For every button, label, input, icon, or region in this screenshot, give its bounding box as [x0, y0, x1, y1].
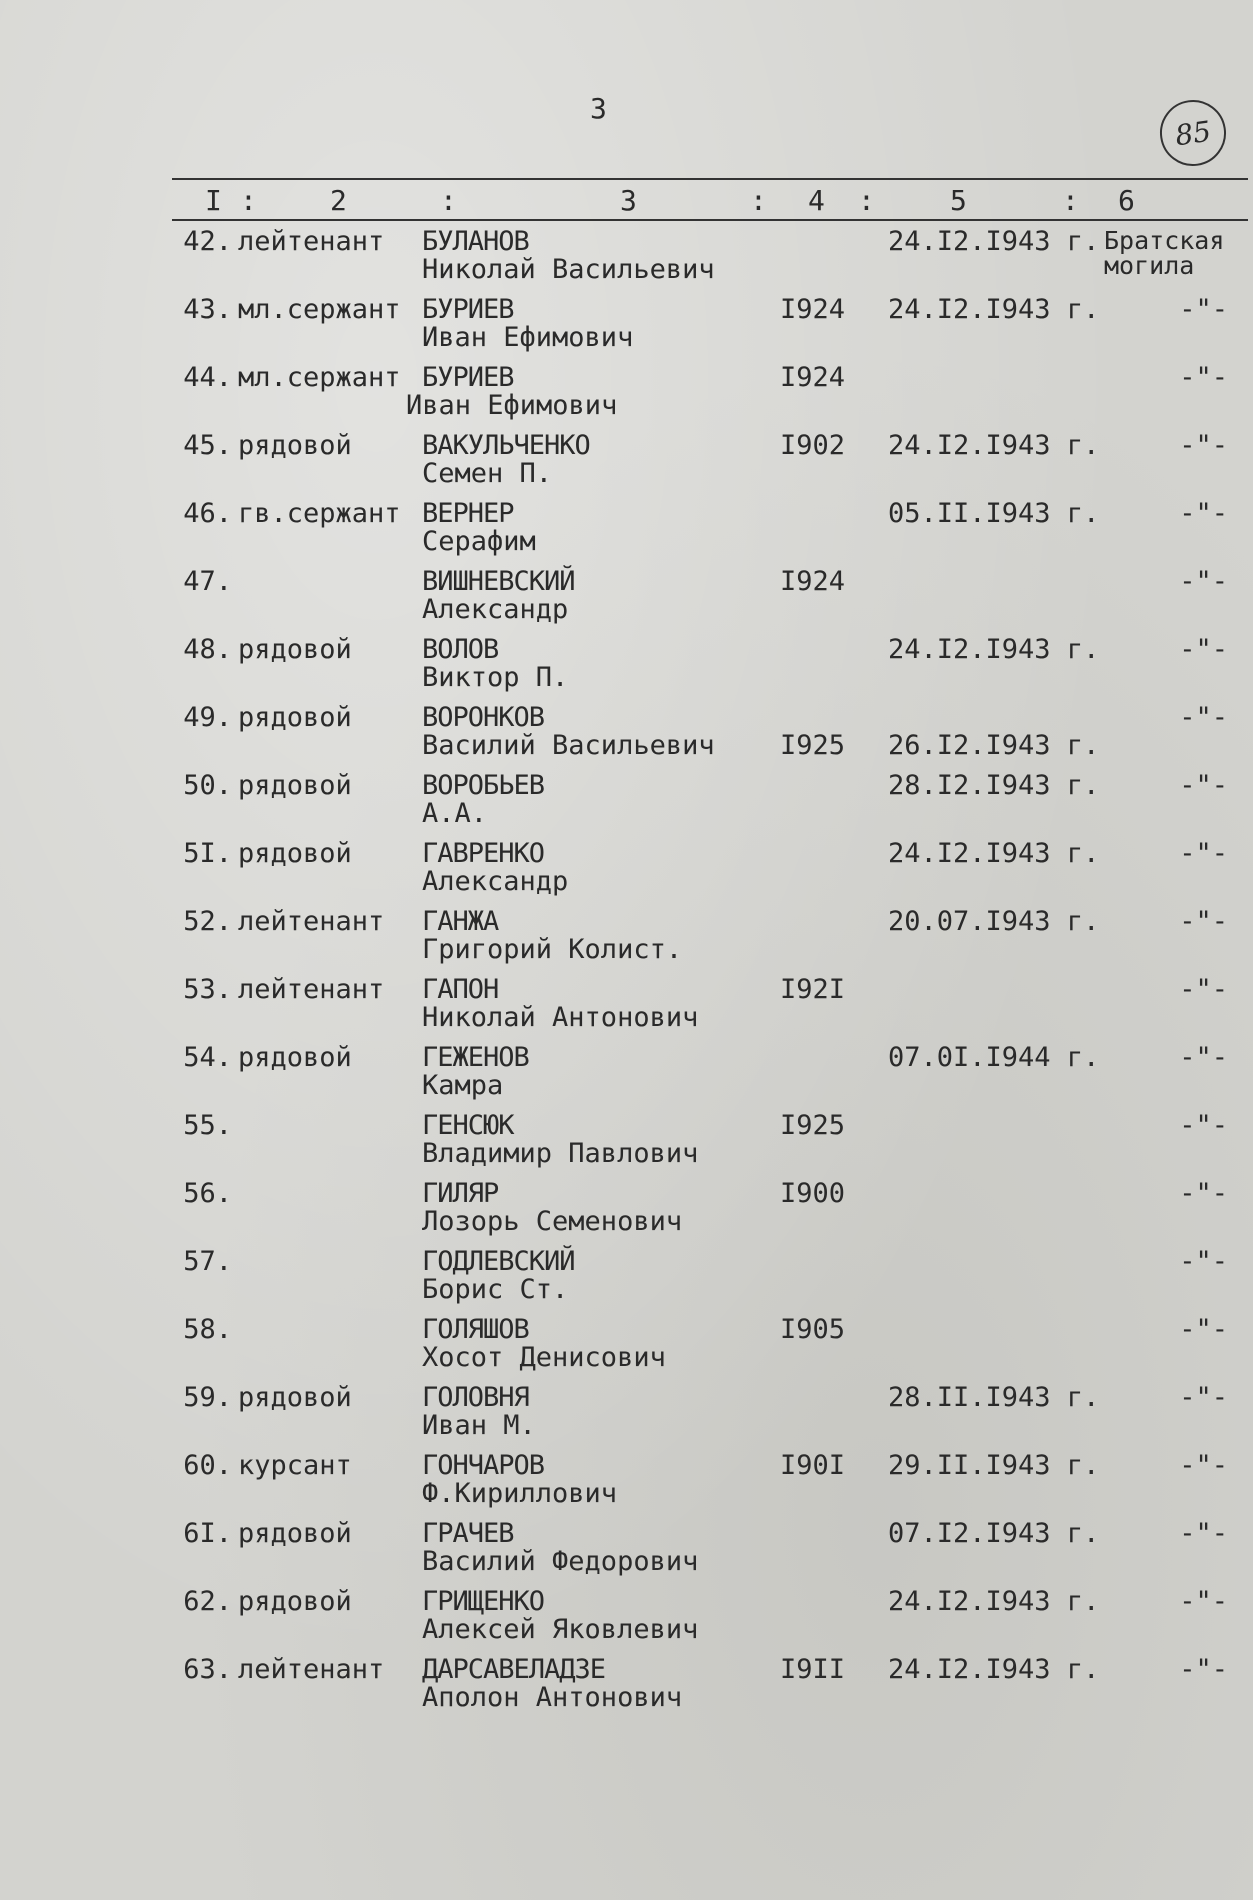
- row-rank: рядовой: [238, 838, 352, 869]
- row-name: [422, 1384, 536, 1440]
- row-death-date: 28.I2.I943 г.: [888, 770, 1100, 801]
- row-death-date: 29.II.I943 г.: [888, 1450, 1100, 1481]
- row-name: [422, 772, 544, 828]
- row-burial-place: -"-: [1179, 1654, 1228, 1685]
- header-bottom-rule: [172, 219, 1248, 221]
- table-row: [0, 1656, 1253, 1724]
- row-burial-place: -"-: [1179, 1042, 1228, 1073]
- row-burial-place: -"-: [1179, 498, 1228, 529]
- row-rank: рядовой: [238, 430, 352, 461]
- row-burial-place: -"-: [1179, 702, 1228, 733]
- row-death-date: 24.I2.I943 г.: [888, 1654, 1100, 1685]
- table-row: [0, 1452, 1253, 1520]
- row-number: 43.: [183, 294, 232, 325]
- row-given-name: Александр: [422, 594, 569, 625]
- table-row: [0, 296, 1253, 364]
- row-rank: лейтенант: [238, 226, 385, 257]
- row-burial-place: -"-: [1179, 1178, 1228, 1209]
- folio-number: 85: [1173, 114, 1213, 152]
- row-birth-year: I90I: [780, 1450, 846, 1481]
- row-surname: ГРАЧЕВ: [422, 1518, 514, 1549]
- row-burial-place: -"-: [1179, 770, 1228, 801]
- row-surname: ВОРОБЬЕВ: [422, 770, 545, 801]
- row-number: 49.: [183, 702, 232, 733]
- row-name: [422, 704, 715, 760]
- row-number: 52.: [183, 906, 232, 937]
- header-col-5: 5: [950, 184, 967, 217]
- table-row: [0, 1044, 1253, 1112]
- burial-place-line-1: Братская: [1104, 226, 1225, 255]
- row-given-name: А.А.: [422, 798, 488, 829]
- row-surname: ГОЛОВНЯ: [422, 1382, 529, 1413]
- row-surname: ВОЛОВ: [422, 634, 499, 665]
- row-burial-place: -"-: [1179, 1518, 1228, 1549]
- row-name: [422, 1248, 575, 1304]
- row-number: 60.: [183, 1450, 232, 1481]
- row-given-name: Алексей Яковлевич: [422, 1614, 699, 1645]
- table-row: [0, 1248, 1253, 1316]
- row-number: 56.: [183, 1178, 232, 1209]
- header-sep-4: :: [858, 184, 875, 217]
- row-rank: мл.сержант: [238, 294, 401, 325]
- row-burial-place: -"-: [1179, 362, 1228, 393]
- header-col-6: 6: [1118, 184, 1135, 217]
- table-row: [0, 432, 1253, 500]
- row-given-name: Иван Ефимович: [406, 390, 618, 421]
- row-number: 55.: [183, 1110, 232, 1141]
- row-name: [422, 1588, 698, 1644]
- row-surname: БУЛАНОВ: [422, 226, 529, 257]
- row-name: [422, 840, 568, 896]
- row-birth-year: I9II: [780, 1654, 846, 1685]
- row-birth-year: I924: [780, 362, 846, 393]
- row-given-name: Аполон Антонович: [422, 1682, 683, 1713]
- table-row: [0, 636, 1253, 704]
- row-name: [422, 296, 633, 352]
- row-surname: ГОЛЯШОВ: [422, 1314, 529, 1345]
- row-rank: мл.сержант: [238, 362, 401, 393]
- row-name: [422, 1520, 698, 1576]
- row-given-name: Василий Васильевич: [422, 730, 715, 761]
- table-row: [0, 1588, 1253, 1656]
- row-burial-place: -"-: [1179, 906, 1228, 937]
- row-given-name: Николай Антонович: [422, 1002, 699, 1033]
- row-rank: рядовой: [238, 1518, 352, 1549]
- row-rank: рядовой: [238, 770, 352, 801]
- row-given-name: Виктор П.: [422, 662, 569, 693]
- row-burial-place: -"-: [1179, 566, 1228, 597]
- row-rank: рядовой: [238, 702, 352, 733]
- row-rank: рядовой: [238, 1042, 352, 1073]
- row-name: [422, 500, 536, 556]
- row-name: [422, 1044, 529, 1100]
- row-number: 58.: [183, 1314, 232, 1345]
- row-surname: ГЕЖЕНОВ: [422, 1042, 529, 1073]
- row-given-name: Серафим: [422, 526, 536, 557]
- row-surname: ГОДЛЕВСКИЙ: [422, 1246, 575, 1277]
- folio-stamp: [1156, 96, 1231, 171]
- row-burial-place: -"-: [1179, 1246, 1228, 1277]
- header-sep-3: :: [750, 184, 767, 217]
- row-surname: ГАВРЕНКО: [422, 838, 545, 869]
- table-row: [0, 568, 1253, 636]
- row-burial-place: -"-: [1179, 294, 1228, 325]
- row-rank: рядовой: [238, 1586, 352, 1617]
- header-col-4: 4: [808, 184, 825, 217]
- table-row: [0, 908, 1253, 976]
- row-given-name: Камра: [422, 1070, 504, 1101]
- row-number: 59.: [183, 1382, 232, 1413]
- row-given-name: Лозорь Семенович: [422, 1206, 683, 1237]
- row-surname: ГРИЩЕНКО: [422, 1586, 545, 1617]
- row-given-name: Василий Федорович: [422, 1546, 699, 1577]
- row-death-date: 20.07.I943 г.: [888, 906, 1100, 937]
- row-number: 48.: [183, 634, 232, 665]
- row-number: 57.: [183, 1246, 232, 1277]
- row-death-date: 24.I2.I943 г.: [888, 430, 1100, 461]
- row-death-date: 24.I2.I943 г.: [888, 634, 1100, 665]
- row-surname: ГИЛЯР: [422, 1178, 499, 1209]
- row-given-name: Борис Ст.: [422, 1274, 569, 1305]
- row-number: 53.: [183, 974, 232, 1005]
- row-birth-year: I925: [780, 730, 846, 761]
- table-row: [0, 772, 1253, 840]
- table-row: [0, 1316, 1253, 1384]
- row-birth-year: I924: [780, 294, 846, 325]
- table-row: [0, 228, 1253, 296]
- row-name: [422, 568, 575, 624]
- row-given-name: Хосот Денисович: [422, 1342, 666, 1373]
- row-name: [422, 432, 590, 488]
- row-burial-place: -"-: [1179, 634, 1228, 665]
- row-burial-place: -"-: [1179, 838, 1228, 869]
- row-death-date: 24.I2.I943 г.: [888, 294, 1100, 325]
- row-burial-place: -"-: [1179, 1314, 1228, 1345]
- row-rank: лейтенант: [238, 1654, 385, 1685]
- row-number: 62.: [183, 1586, 232, 1617]
- row-given-name: Ф.Кириллович: [422, 1478, 618, 1509]
- row-number: 42.: [183, 226, 232, 257]
- row-burial-place: -"-: [1179, 1110, 1228, 1141]
- row-rank: курсант: [238, 1450, 352, 1481]
- row-death-date: 05.II.I943 г.: [888, 498, 1100, 529]
- row-surname: ВАКУЛЬЧЕНКО: [422, 430, 590, 461]
- row-birth-year: I900: [780, 1178, 846, 1209]
- row-given-name: Александр: [422, 866, 569, 897]
- row-surname: ГЕНСЮК: [422, 1110, 514, 1141]
- row-given-name: Владимир Павлович: [422, 1138, 699, 1169]
- table-row: [0, 1180, 1253, 1248]
- row-given-name: Григорий Колист.: [422, 934, 683, 965]
- table-row: [0, 1384, 1253, 1452]
- header-sep-5: :: [1062, 184, 1079, 217]
- row-name: [422, 636, 568, 692]
- table-row: [0, 364, 1253, 432]
- row-number: 46.: [183, 498, 232, 529]
- header-col-3: 3: [620, 184, 637, 217]
- row-burial-place: -"-: [1179, 1382, 1228, 1413]
- header-sep-2: :: [440, 184, 457, 217]
- row-death-date: 24.I2.I943 г.: [888, 838, 1100, 869]
- row-name: [422, 1112, 698, 1168]
- row-number: 6I.: [183, 1518, 232, 1549]
- row-birth-year: I925: [780, 1110, 846, 1141]
- row-rank: лейтенант: [238, 906, 385, 937]
- row-name: [422, 908, 682, 964]
- row-death-date: 07.I2.I943 г.: [888, 1518, 1100, 1549]
- row-number: 50.: [183, 770, 232, 801]
- burial-place-line-2: могила: [1104, 251, 1195, 280]
- row-surname: БУРИЕВ: [422, 362, 514, 393]
- row-number: 54.: [183, 1042, 232, 1073]
- row-burial-place: -"-: [1179, 974, 1228, 1005]
- row-death-date: 24.I2.I943 г.: [888, 226, 1100, 257]
- table-row: [0, 500, 1253, 568]
- row-rank: лейтенант: [238, 974, 385, 1005]
- row-death-date: 24.I2.I943 г.: [888, 1586, 1100, 1617]
- header-col-2: 2: [330, 184, 347, 217]
- row-name: [422, 1452, 617, 1508]
- row-given-name: Иван Ефимович: [422, 322, 634, 353]
- row-burial-place: -"-: [1179, 1450, 1228, 1481]
- page-number: 3: [590, 92, 607, 125]
- table-row: [0, 1520, 1253, 1588]
- row-surname: ГАПОН: [422, 974, 499, 1005]
- row-given-name: Иван М.: [422, 1410, 536, 1441]
- row-name: [406, 362, 618, 421]
- row-given-name: Николай Васильевич: [422, 254, 715, 285]
- row-birth-year: I905: [780, 1314, 846, 1345]
- row-number: 5I.: [183, 838, 232, 869]
- header-col-1: I: [205, 184, 222, 217]
- row-rank: рядовой: [238, 1382, 352, 1413]
- row-name: [422, 1180, 682, 1236]
- row-death-date: 07.0I.I944 г.: [888, 1042, 1100, 1073]
- row-name: [422, 228, 715, 284]
- row-given-name: Семен П.: [422, 458, 553, 489]
- header-sep-1: :: [240, 184, 257, 217]
- row-surname: ВИШНЕВСКИЙ: [422, 566, 575, 597]
- table-row: [0, 704, 1253, 772]
- row-name: [422, 1316, 666, 1372]
- row-surname: ГОНЧАРОВ: [422, 1450, 545, 1481]
- row-name: [422, 1656, 682, 1712]
- row-birth-year: I92I: [780, 974, 846, 1005]
- row-number: 47.: [183, 566, 232, 597]
- row-number: 63.: [183, 1654, 232, 1685]
- table-row: [0, 1112, 1253, 1180]
- row-number: 45.: [183, 430, 232, 461]
- row-death-date: 26.I2.I943 г.: [888, 730, 1100, 761]
- table-row: [0, 976, 1253, 1044]
- row-rank: рядовой: [238, 634, 352, 665]
- row-name: [422, 976, 698, 1032]
- row-surname: ГАНЖА: [422, 906, 499, 937]
- row-surname: ДАРСАВЕЛАДЗЕ: [422, 1654, 606, 1685]
- row-death-date: 28.II.I943 г.: [888, 1382, 1100, 1413]
- row-number: 44.: [183, 362, 232, 393]
- row-burial-place: -"-: [1179, 1586, 1228, 1617]
- row-burial-place: [1104, 228, 1224, 278]
- row-surname: ВЕРНЕР: [422, 498, 514, 529]
- row-surname: БУРИЕВ: [422, 294, 514, 325]
- row-birth-year: I902: [780, 430, 846, 461]
- row-burial-place: -"-: [1179, 430, 1228, 461]
- table-row: [0, 840, 1253, 908]
- row-surname: ВОРОНКОВ: [422, 702, 545, 733]
- row-rank: гв.сержант: [238, 498, 401, 529]
- row-birth-year: I924: [780, 566, 846, 597]
- header-top-rule: [172, 178, 1248, 180]
